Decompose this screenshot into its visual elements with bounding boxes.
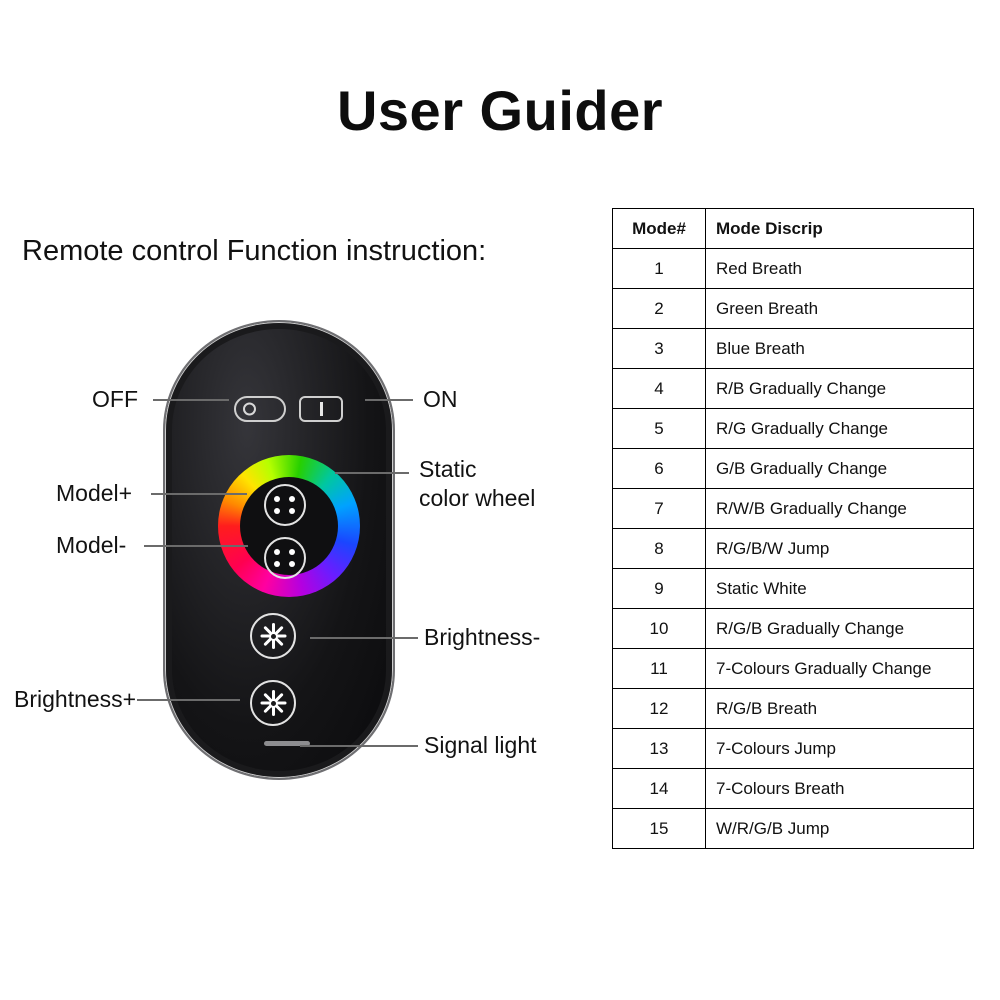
remote-face: [172, 329, 386, 771]
callout-static-color-wheel-line2: color wheel: [419, 484, 536, 511]
cell-mode-number: 8: [613, 529, 706, 569]
cell-mode-description: Red Breath: [706, 249, 974, 289]
asterisk-icon: [258, 688, 288, 718]
callout-mode-minus: Model-: [56, 532, 127, 558]
instruction-heading: Remote control Function instruction:: [22, 235, 487, 267]
four-dots-icon: [266, 486, 304, 524]
callout-static-color-wheel-line1: Static: [419, 456, 477, 482]
cell-mode-description: R/W/B Gradually Change: [706, 489, 974, 529]
callout-signal-light: Signal light: [424, 732, 537, 758]
four-dots-icon: [266, 539, 304, 577]
cell-mode-number: 1: [613, 249, 706, 289]
leader-line-color-wheel: [335, 472, 409, 474]
column-header-mode-number: Mode#: [613, 209, 706, 249]
remote-control-illustration: [163, 320, 395, 780]
mode-plus-button[interactable]: [264, 484, 306, 526]
table-row: [613, 609, 974, 649]
asterisk-icon: [258, 621, 288, 651]
table-row: [613, 569, 974, 609]
table-row: [613, 649, 974, 689]
table-row: [613, 289, 974, 329]
table-row: [613, 329, 974, 369]
cell-mode-number: 13: [613, 729, 706, 769]
cell-mode-description: 7-Colours Breath: [706, 769, 974, 809]
cell-mode-number: 7: [613, 489, 706, 529]
callout-brightness-minus: Brightness-: [424, 624, 541, 650]
table-header-row: [613, 209, 974, 249]
callout-static-color-wheel: [419, 455, 599, 513]
table-row: [613, 769, 974, 809]
cell-mode-description: R/G/B/W Jump: [706, 529, 974, 569]
cell-mode-description: 7-Colours Jump: [706, 729, 974, 769]
table-row: [613, 409, 974, 449]
cell-mode-description: R/G/B Gradually Change: [706, 609, 974, 649]
mode-minus-button[interactable]: [264, 537, 306, 579]
cell-mode-number: 6: [613, 449, 706, 489]
cell-mode-number: 12: [613, 689, 706, 729]
power-on-icon[interactable]: [299, 396, 343, 422]
remote-body: [163, 320, 395, 780]
power-off-icon[interactable]: [234, 396, 286, 422]
brightness-plus-button[interactable]: [250, 680, 296, 726]
cell-mode-description: R/G Gradually Change: [706, 409, 974, 449]
page-title: User Guider: [336, 79, 664, 142]
cell-mode-description: Static White: [706, 569, 974, 609]
leader-line-mode-minus: [144, 545, 248, 547]
leader-line-brightness-plus: [137, 699, 240, 701]
callout-off: OFF: [92, 386, 138, 412]
callout-mode-plus: Model+: [56, 480, 133, 506]
cell-mode-description: G/B Gradually Change: [706, 449, 974, 489]
cell-mode-number: 15: [613, 809, 706, 849]
table-row: [613, 809, 974, 849]
cell-mode-number: 3: [613, 329, 706, 369]
leader-line-brightness-minus: [310, 637, 418, 639]
cell-mode-number: 5: [613, 409, 706, 449]
table-row: [613, 529, 974, 569]
cell-mode-description: Green Breath: [706, 289, 974, 329]
brightness-minus-button[interactable]: [250, 613, 296, 659]
cell-mode-number: 11: [613, 649, 706, 689]
mode-table: [612, 208, 974, 849]
cell-mode-description: 7-Colours Gradually Change: [706, 649, 974, 689]
cell-mode-number: 2: [613, 289, 706, 329]
callout-on: ON: [423, 386, 458, 412]
leader-line-mode-plus: [151, 493, 247, 495]
cell-mode-number: 4: [613, 369, 706, 409]
table-row: [613, 489, 974, 529]
cell-mode-number: 9: [613, 569, 706, 609]
table-row: [613, 249, 974, 289]
table-row: [613, 369, 974, 409]
table-row: [613, 689, 974, 729]
table-row: [613, 729, 974, 769]
cell-mode-description: Blue Breath: [706, 329, 974, 369]
leader-line-on: [365, 399, 413, 401]
cell-mode-description: W/R/G/B Jump: [706, 809, 974, 849]
callout-brightness-plus: Brightness+: [14, 686, 137, 712]
leader-line-signal-light: [300, 745, 418, 747]
table-row: [613, 449, 974, 489]
cell-mode-number: 10: [613, 609, 706, 649]
cell-mode-number: 14: [613, 769, 706, 809]
leader-line-off: [153, 399, 229, 401]
cell-mode-description: R/B Gradually Change: [706, 369, 974, 409]
mode-table-body: [613, 249, 974, 849]
cell-mode-description: R/G/B Breath: [706, 689, 974, 729]
column-header-mode-description: Mode Discrip: [706, 209, 974, 249]
